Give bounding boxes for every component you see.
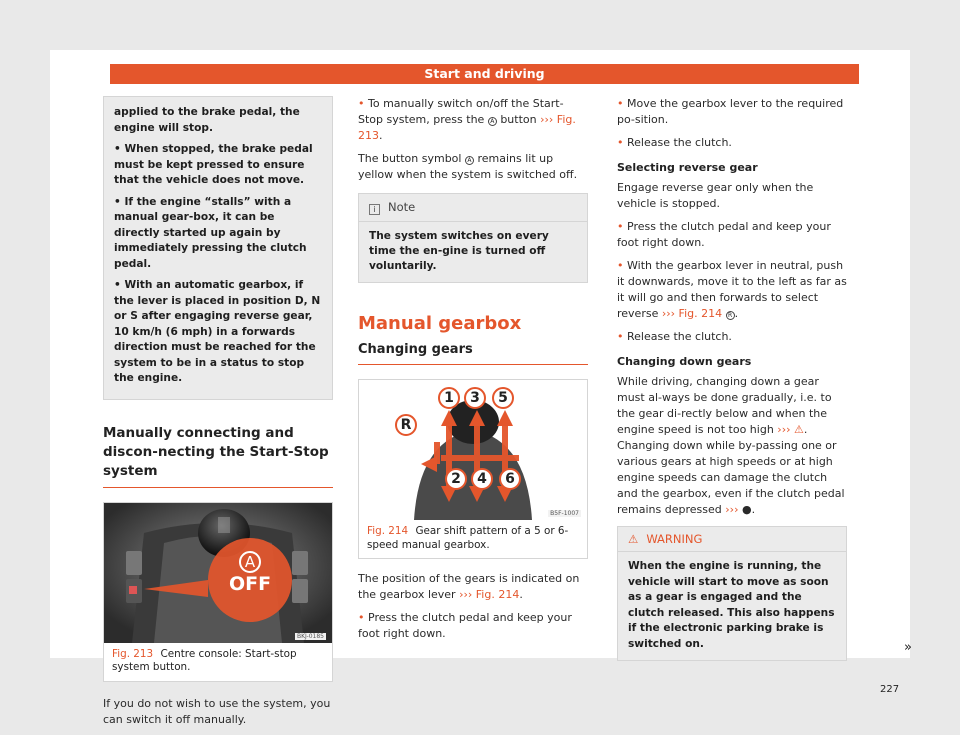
fig-214-link[interactable]: ››› Fig. 214	[661, 307, 723, 320]
figure-number: Fig. 214	[367, 525, 409, 537]
caption-text: Centre console: Start-stop system button.	[112, 647, 297, 673]
warning-line-3: • If the engine “stalls” with a manual gear-box, it can be directly started up again by immediately pressing the clutch pedal.	[114, 195, 307, 270]
note-body: The system switches on every time the en-gine is turned off voluntarily.	[369, 230, 549, 272]
column-1	[103, 96, 333, 735]
warning-box	[617, 526, 847, 661]
bullet-text: Release the clutch.	[627, 330, 732, 343]
page-number: 227	[880, 684, 900, 695]
para-changing-down: While driving, changing down a gear must al-ways be done gradually, i.e. to the gear di-rectly below and when the engine speed is not too high ››› ⚠. Changing down while by-passing one or various gears at high speeds or at high engine speeds can damage the clutch and the gearbox, even if the clutch pedal remains depressed ››› ●.	[617, 375, 845, 516]
figure-code: B5F-1007	[550, 510, 579, 517]
para-text-a: While driving, changing down a gear must al-ways be done gradually, i.e. to the gear di-rectly below and when the engine speed is not too high	[617, 375, 832, 436]
para-button-symbol	[358, 151, 588, 183]
gearshift-photo	[359, 380, 587, 520]
warning-triangle-icon: ⚠	[794, 423, 804, 436]
gear-label-3: 3	[464, 387, 486, 409]
column-3	[617, 96, 847, 661]
gear-label-6: 6	[499, 468, 521, 490]
gear-label-1: 1	[438, 387, 460, 409]
start-stop-icon: A	[465, 156, 474, 165]
notice-icon: ●	[741, 503, 752, 516]
warning-continuation-box	[103, 96, 333, 400]
gear-label-4: 4	[471, 468, 493, 490]
figure-213-caption	[104, 643, 332, 681]
bullet-clutch: • Press the clutch pedal and keep your foot right down.	[358, 611, 572, 640]
label-reverse: Selecting reverse gear	[617, 161, 758, 174]
page-content	[50, 50, 912, 726]
warning-link[interactable]: ›››	[777, 423, 791, 436]
gear-label-R: R	[395, 414, 417, 436]
para-text: The position of the gears is indicated on the gearbox lever	[358, 572, 580, 601]
bullet-text-a: To manually switch on/off the Start-Stop system, press the	[358, 97, 564, 126]
para-gear-position: The position of the gears is indicated on the gearbox lever ››› Fig. 214.	[358, 572, 580, 601]
button-a-symbol: A	[239, 551, 261, 573]
fig-213-link[interactable]: ››› Fig. 213	[358, 113, 576, 142]
section-header: Start and driving	[110, 64, 859, 84]
bullet-text-b: button	[500, 113, 537, 126]
off-button-label	[208, 551, 292, 595]
para-text-a: The button symbol	[358, 152, 462, 165]
warning-title: WARNING	[646, 532, 703, 546]
bullet-text: Move the gearbox lever to the required po-sition.	[617, 97, 844, 126]
button-off-text: OFF	[228, 572, 272, 595]
bullet-text: Release the clutch.	[627, 136, 732, 149]
console-photo	[104, 503, 332, 643]
start-stop-icon: A	[488, 117, 497, 126]
gear-label-2: 2	[445, 468, 467, 490]
bullet-release-clutch: • Release the clutch.	[617, 136, 732, 149]
caption-text: Gear shift pattern of a 5 or 6-speed manual gearbox.	[367, 525, 569, 551]
figure-214-caption	[359, 520, 587, 558]
note-title: Note	[388, 200, 416, 214]
warning-line-4: • With an automatic gearbox, if the lever is placed in position D, N or S after engaging reverse gear, 10 km/h (6 mph) in a forwards direction must be reached for the system to be in a status to stop the engine.	[114, 279, 321, 384]
figure-214	[358, 379, 588, 559]
heading-manual-gearbox: Manual gearbox	[358, 313, 522, 334]
bullet-neutral: • With the gearbox lever in neutral, push it downwards, move it to the left as far as it will go and then forwards to select reverse ››› Fig. 214 R .	[617, 259, 847, 320]
continue-marker: »	[904, 640, 912, 655]
column-2	[358, 96, 588, 649]
section-title-start-stop: Manually connecting and discon-necting the Start-Stop system	[103, 424, 333, 488]
figure-number: Fig. 213	[112, 647, 154, 660]
reverse-icon: R	[726, 311, 735, 320]
para-reverse: Engage reverse gear only when the vehicle is stopped.	[617, 181, 814, 210]
note-box	[358, 193, 588, 283]
para-text-b: remains lit up yellow when the system is switched off.	[358, 152, 578, 181]
subheading-changing-gears: Changing gears	[358, 342, 588, 365]
gear-label-5: 5	[492, 387, 514, 409]
bullet-switch: • To manually switch on/off the Start-Stop system, press the A button ››› Fig. 213.	[358, 97, 576, 142]
bullet-release-clutch-2: • Release the clutch.	[617, 330, 732, 343]
notice-link[interactable]: ›››	[725, 503, 739, 516]
figure-code: BKJ-0185	[296, 632, 324, 640]
bullet-text: With the gearbox lever in neutral, push it downwards, move it to the left as far as it will go and then forwards to select reverse	[617, 259, 847, 320]
figure-213	[103, 502, 333, 682]
warning-body: When the engine is running, the vehicle will start to move as soon as a gear is engaged and the clutch released. This also happens if the electronic parking brake is switched on.	[628, 560, 835, 650]
warning-line-2: • When stopped, the brake pedal must be kept pressed to ensure that the vehicle does not move.	[114, 143, 313, 186]
label-changing-down: Changing down gears	[617, 355, 752, 368]
body-text: If you do not wish to use the system, you can switch it off manually.	[103, 696, 331, 726]
para-text-b: . Changing down while by-passing one or various gears at high speeds or at high engine speeds can damage the clutch and the gearbox, even if the clutch pedal remains depressed	[617, 423, 845, 516]
bullet-text: Press the clutch pedal and keep your foot right down.	[358, 611, 572, 640]
info-icon: i	[369, 204, 380, 215]
fig-214-link[interactable]: ››› Fig. 214	[459, 588, 520, 601]
warning-triangle-icon: ⚠	[628, 532, 639, 546]
bullet-press-clutch: • Press the clutch pedal and keep your foot right down.	[617, 220, 831, 249]
warning-header	[618, 527, 846, 552]
warning-line-1: applied to the brake pedal, the engine will stop.	[114, 106, 300, 134]
note-header	[359, 194, 587, 222]
bullet-text: Press the clutch pedal and keep your foot right down.	[617, 220, 831, 249]
bullet-move-lever: • Move the gearbox lever to the required po-sition.	[617, 97, 844, 126]
